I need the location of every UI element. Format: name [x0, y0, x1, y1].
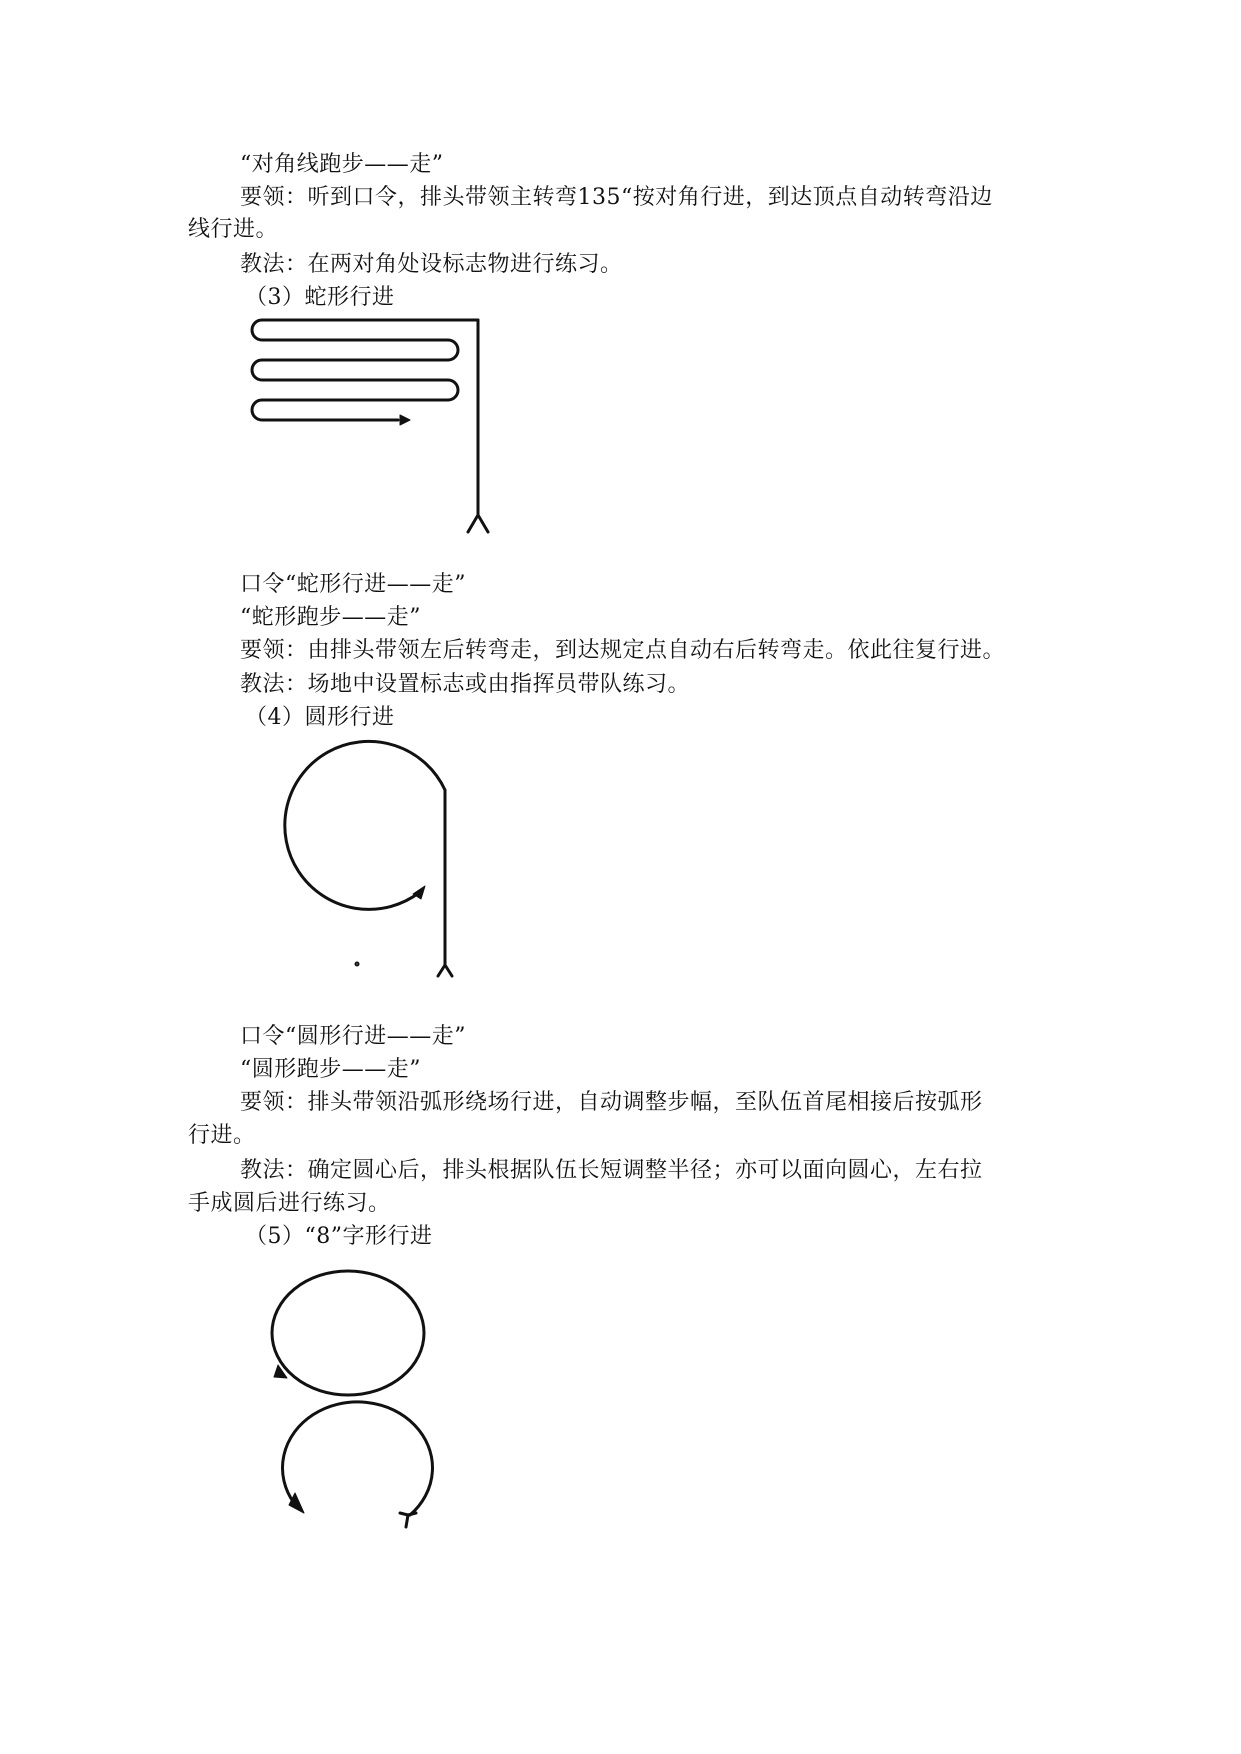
diagonal-key-points-line2: 线行进。	[188, 217, 279, 242]
circle-dot	[356, 963, 358, 965]
circle-teaching-method-line1: 教法：确定圆心后，排头根据队伍长短调整半径；亦可以面向圆心，左右拉	[240, 1158, 983, 1183]
serpentine-arrow-head	[400, 415, 410, 425]
circle-key-points-line2: 行进。	[188, 1123, 256, 1148]
diagonal-teaching-method: 教法：在两对角处设标志物进行练习。	[240, 252, 623, 277]
circle-command-line2: “圆形跑步——走”	[240, 1057, 421, 1082]
serpentine-key-points: 要领：由排头带领左后转弯走，到达规定点自动右后转弯走。依此往复行进。	[240, 638, 1006, 663]
figure8-upper-loop	[272, 1271, 424, 1395]
circle-diagram	[275, 740, 475, 980]
circle-tail-fork	[438, 965, 452, 976]
serpentine-teaching-method: 教法：场地中设置标志或由指挥员带队练习。	[240, 672, 691, 697]
serpentine-command-line2: “蛇形跑步——走”	[240, 605, 421, 630]
diagonal-key-points-line1: 要领：听到口令，排头带领主转弯135“按对角行进，到达顶点自动转弯沿边	[240, 185, 993, 210]
circle-key-points-line1: 要领：排头带领沿弧形绕场行进，自动调整步幅，至队伍首尾相接后按弧形	[240, 1090, 983, 1115]
figure8-tail-line	[406, 1515, 408, 1527]
circle-path	[285, 741, 445, 909]
circle-command-line1: 口令“圆形行进——走”	[240, 1024, 466, 1049]
figure8-lower-loop	[282, 1402, 432, 1515]
circle-heading: （4）圆形行进	[245, 705, 395, 730]
figure8-heading: （5）“8”字形行进	[245, 1224, 433, 1249]
serpentine-tail-fork	[468, 515, 488, 532]
serpentine-path	[252, 320, 478, 420]
serpentine-command-line1: 口令“蛇形行进——走”	[240, 572, 466, 597]
serpentine-diagram	[250, 310, 510, 540]
serpentine-heading: （3）蛇形行进	[245, 285, 395, 310]
diagonal-command-line2: “对角线跑步——走”	[240, 152, 444, 177]
circle-teaching-method-line2: 手成圆后进行练习。	[188, 1191, 391, 1216]
figure8-diagram	[258, 1265, 458, 1545]
